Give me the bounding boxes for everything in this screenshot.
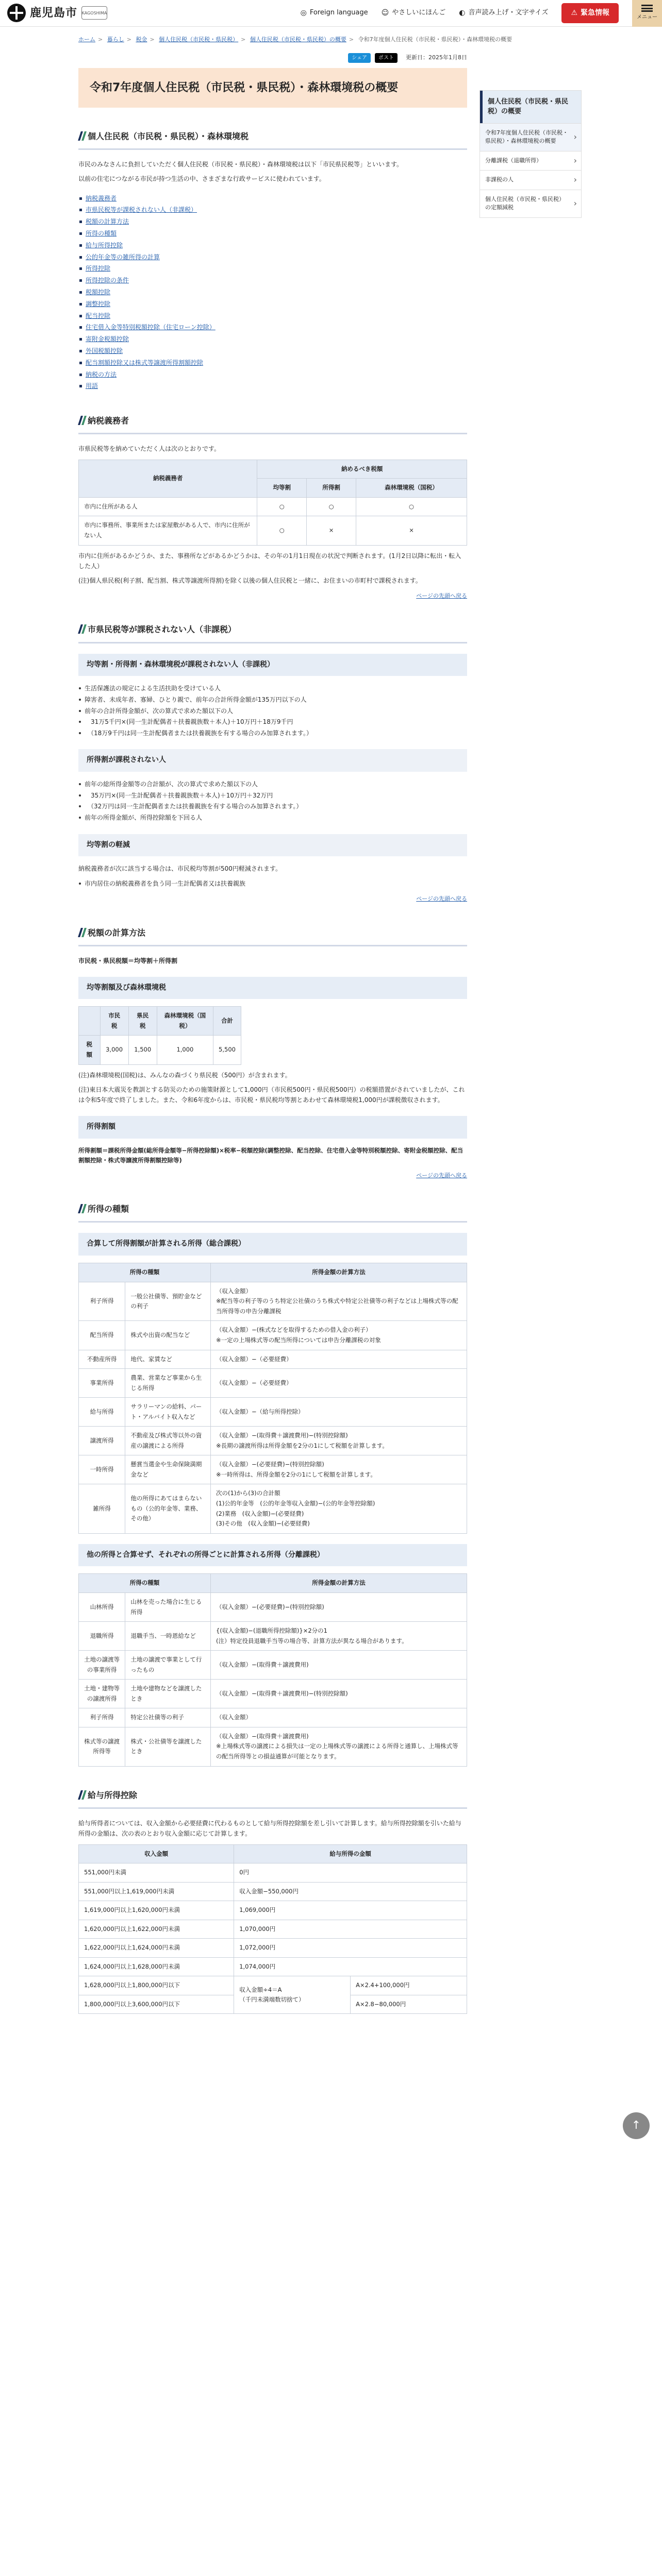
back-to-top-link[interactable]: ページの先頭へ戻る: [416, 1172, 467, 1179]
list-item: 前年の合計所得金額が、次の算式で求めた額以下の人: [78, 706, 467, 717]
nontax-income-list: [78, 779, 467, 823]
toc-item[interactable]: [78, 286, 467, 298]
table-cell: 551,000円以上1,619,000円未満: [79, 1882, 234, 1901]
table-row: [79, 1651, 467, 1680]
section-text: 市県民税等を納めていただく人は次のとおりです。: [78, 445, 221, 453]
table-row: [79, 497, 467, 516]
section-heading: 税額の計算方法: [78, 923, 467, 946]
table-of-contents: [78, 193, 467, 393]
table-header: 所得金額の計算方法: [211, 1574, 467, 1593]
list-item: 障害者、未成年者、寡婦、ひとり親で、前年の合計所得金額が135万円以下の人: [78, 694, 467, 706]
table-cell: （収入金額）−（必要経費）: [211, 1369, 467, 1398]
list-item: 生活保護法の規定による生活扶助を受けている人: [78, 683, 467, 694]
list-item: （18万9千円は同一生計配偶者または扶養親族を有する場合のみ加算されます。）: [78, 728, 467, 739]
table-cell: {(収入金額)−(退職所得控除額)}×2分の1 (注）特定役員退職手当等の場合等、計算方法が異なる場合があります。: [211, 1622, 467, 1651]
breadcrumb-item[interactable]: 暮らし: [107, 36, 124, 43]
income-types-table: [78, 1263, 467, 1533]
table-cell: 1,069,000円: [234, 1901, 467, 1920]
toc-link[interactable]: 税額控除: [86, 289, 111, 296]
share-toolbar: [78, 53, 467, 63]
table-cell: A×2.8−80,000円: [351, 1995, 467, 2014]
toc-link[interactable]: 用語: [86, 382, 98, 390]
table-cell: 利子所得: [79, 1282, 125, 1321]
toc-link[interactable]: 納税義務者: [86, 194, 117, 202]
table-header: 所得の種類: [79, 1263, 211, 1282]
subsection-heading: 合算して所得割額が計算される所得（総合課税）: [78, 1233, 467, 1256]
table-cell: 一時所得: [79, 1455, 125, 1484]
table-cell: 株式等の譲渡所得等: [79, 1727, 125, 1766]
table-cell: 1,620,000円以上1,622,000円未満: [79, 1920, 234, 1939]
table-cell: A×2.4+100,000円: [351, 1976, 467, 1995]
side-nav-title[interactable]: 個人住民税（市民税・県民税）の概要: [480, 91, 581, 123]
table-cell: 特定公社債等の利子: [125, 1708, 211, 1727]
section-text: 納税義務者が次に該当する場合は、市民税均等割が500円軽減されます。: [78, 865, 282, 873]
site-header: [0, 0, 662, 27]
list-item: 市内居住の納税義務者を負う同一生計配偶者又は扶養親族: [78, 878, 467, 890]
toc-link[interactable]: 配当割額控除又は株式等譲渡所得割額控除: [86, 359, 204, 366]
breadcrumb-item[interactable]: ホーム: [78, 36, 95, 43]
side-nav-item[interactable]: 個人住民税（市民税・県民税）の定額減税 ›: [480, 190, 581, 217]
table-cell: 3,000: [100, 1036, 128, 1064]
table-cell: ○: [356, 497, 467, 516]
table-row: [79, 1957, 467, 1976]
toc-item[interactable]: [78, 333, 467, 345]
table-row: [79, 1939, 467, 1958]
table-cell: 山林を売った場合に生じる所得: [125, 1593, 211, 1622]
table-header: 県民税: [128, 1007, 157, 1036]
table-cell: 1,622,000円以上1,624,000円未満: [79, 1939, 234, 1958]
subsection-heading: 均等割の軽減: [78, 834, 467, 857]
smile-icon: ☺: [381, 8, 389, 17]
list-item: 35万円×(同一生計配偶者＋扶養親族数＋本人)＋10万円＋32万円: [78, 790, 467, 802]
toc-item[interactable]: [78, 357, 467, 369]
table-cell: 不動産及び株式等以外の資産の譲渡による所得: [125, 1427, 211, 1455]
toc-item[interactable]: [78, 216, 467, 228]
toc-item[interactable]: [78, 345, 467, 357]
table-row: [79, 1901, 467, 1920]
breadcrumb-current: 令和7年度個人住民税（市民税・県民税）・森林環境税の概要: [358, 36, 512, 43]
table-cell: （収入金額）: [211, 1708, 467, 1727]
table-cell: 利子所得: [79, 1708, 125, 1727]
breadcrumb-item[interactable]: 個人住民税（市民税・県民税）: [159, 36, 239, 43]
toc-link[interactable]: 税額の計算方法: [86, 218, 129, 226]
table-row: [79, 516, 467, 545]
x-post-button[interactable]: ポスト: [375, 53, 398, 63]
table-cell: 給与所得: [79, 1398, 125, 1427]
section-heading: 市県民税等が課税されない人（非課税）: [78, 619, 467, 643]
table-cell: 株式や出資の配当など: [125, 1321, 211, 1350]
taxpayer-table: [78, 460, 467, 546]
table-cell: ○: [257, 497, 307, 516]
table-cell: （収入金額）−(必要経費)−(特別控除額): [211, 1593, 467, 1622]
side-nav-item[interactable]: 分離課税（退職所得） ›: [480, 151, 581, 171]
table-cell: （収入金額）−(取得費＋譲渡費用)−(特別控除額): [211, 1680, 467, 1708]
table-row: [79, 1036, 241, 1064]
toc-item[interactable]: [78, 298, 467, 310]
header-nav: [301, 0, 655, 27]
intro-text: 市民のみなさんに負担していただく個人住民税（市民税・県民税）・森林環境税は以下「市民県民税等」といいます。: [78, 160, 403, 168]
table-row: [79, 1455, 467, 1484]
breadcrumb-item[interactable]: 税金: [136, 36, 147, 43]
table-cell: （収入金額）−(取得費＋譲渡費用) ※上場株式等の譲渡による損失は一定の上場株式等の譲渡による所得と通算し、上場株式等の配当所得等との損益通算が可能となります。: [211, 1727, 467, 1766]
toc-link[interactable]: 給与所得控除: [86, 241, 123, 249]
table-cell: （収入金額）−(取得費＋譲渡費用)−(特別控除額) ※長期の譲渡所得は所得金額を2分の1にして税額を計算します。: [211, 1427, 467, 1455]
toc-item[interactable]: [78, 193, 467, 205]
note-text: (注)森林環境税(国税)は、みんなの森づくり県民税（500円）が含まれます。: [78, 1071, 291, 1079]
subsection-heading: 所得割が課税されない人: [78, 749, 467, 772]
hamburger-icon: [641, 5, 653, 12]
table-row: [79, 1680, 467, 1708]
urgent-info-button[interactable]: ⚠ 緊急情報: [561, 3, 619, 24]
table-row: [79, 1398, 467, 1427]
toc-link[interactable]: 所得控除の条件: [86, 277, 129, 284]
table-header: [79, 1007, 101, 1036]
table-cell: 土地・建物等の譲渡所得: [79, 1680, 125, 1708]
table-header: 所得金額の計算方法: [211, 1263, 467, 1282]
subsection-heading: 他の所得と合算せず、それぞれの所得ごとに計算される所得（分離課税）: [78, 1544, 467, 1567]
toc-item[interactable]: [78, 310, 467, 322]
table-cell: 地代、家賃など: [125, 1350, 211, 1369]
table-cell: 1,624,000円以上1,628,000円未満: [79, 1957, 234, 1976]
table-cell: （収入金額）−(株式などを取得するための借入金の利子） ※一定の上場株式等の配当所得については申告分離課税の対象: [211, 1321, 467, 1350]
section-heading: 所得の種類: [78, 1199, 467, 1223]
toc-link[interactable]: 市県民税等が課税されない人（非課税）: [86, 206, 197, 214]
toc-item[interactable]: [78, 228, 467, 240]
table-cell: 株式・公社債等を譲渡したとき: [125, 1727, 211, 1766]
note-text: (注)東日本大震災を教訓とする防災のための施策財源として1,000円（市民税500円・県民税500円）の税額措置がされていましたが、これは令和5年度で終了しました。また、令和6年度からは、市民税・県民税均等割とあわせて森林環境税1,000円が課税徴収されます。: [78, 1086, 465, 1104]
nontax-list: [78, 683, 467, 739]
table-cell: 551,000円未満: [79, 1863, 234, 1883]
list-item: 前年の総所得金額等の合計額が、次の算式で求めた額以下の人: [78, 779, 467, 790]
arrow-up-icon: ↑: [631, 2119, 641, 2132]
back-to-top-link[interactable]: ページの先頭へ戻る: [416, 895, 467, 903]
table-cell: 1,800,000円以上3,600,000円以下: [79, 1995, 234, 2014]
table-header: 所得割: [307, 479, 356, 498]
alert-icon: ⚠: [571, 8, 577, 17]
table-cell: 土地の譲渡で事業として行ったもの: [125, 1651, 211, 1680]
toc-link[interactable]: 公的年金等の雑所得の計算: [86, 253, 160, 261]
section-heading: 個人住民税（市民税・県民税）・森林環境税: [78, 126, 467, 150]
formula-text: 市民税・県民税額＝均等割＋所得割: [78, 957, 178, 965]
table-cell: （収入金額） ※配当等の利子等のうち特定公社債のうち株式や特定公社債等の利子などは上場株式等の配当所得等の申告分離課税: [211, 1282, 467, 1321]
table-row: [79, 1727, 467, 1766]
table-cell: ○: [307, 497, 356, 516]
table-cell: 事業所得: [79, 1369, 125, 1398]
subsection-heading: 均等割額及び森林環境税: [78, 977, 467, 999]
voice-reading-link[interactable]: ◐ 音声読み上げ・文字サイズ: [459, 7, 548, 20]
foreign-language-link[interactable]: ◎ Foreign language: [301, 7, 368, 20]
facebook-share-button[interactable]: シェア: [348, 53, 371, 63]
speaker-icon: ◐: [459, 8, 466, 17]
toc-link[interactable]: 調整控除: [86, 300, 111, 308]
table-header: 森林環境税（国税）: [157, 1007, 213, 1036]
breadcrumb: ホーム > 暮らし > 税金 > 個人住民税（市民税・県民税） > 個人住民税（市民税・県民税）の概要 > 令和7年度個人住民税（市民税・県民税）・森林環境税の概要: [78, 36, 512, 43]
toc-link[interactable]: 住宅借入金等特別税額控除（住宅ローン控除）: [86, 324, 216, 331]
easy-japanese-link[interactable]: ☺ やさしいにほんご: [382, 7, 446, 20]
toc-link[interactable]: 外国税額控除: [86, 347, 123, 355]
list-item: 31万5千円×(同一生計配偶者＋扶養親族数＋本人)＋10万円＋18万9千円: [78, 717, 467, 728]
table-row: [79, 1593, 467, 1622]
table-cell: 退職所得: [79, 1622, 125, 1651]
page-title: 令和7年度個人住民税（市民税・県民税）・森林環境税の概要: [90, 81, 399, 94]
table-cell: 収入金額−550,000円: [234, 1882, 467, 1901]
table-header: 所得の種類: [79, 1574, 211, 1593]
table-row: [79, 1976, 467, 1995]
section-heading: 給与所得控除: [78, 1785, 467, 1809]
toc-item[interactable]: [78, 275, 467, 286]
table-cell: 不動産所得: [79, 1350, 125, 1369]
table-cell: 退職手当、一時恩給など: [125, 1622, 211, 1651]
table-cell: ○: [257, 516, 307, 545]
table-cell: 懸賞当選金や生命保険満期金など: [125, 1455, 211, 1484]
table-cell: 1,619,000円以上1,620,000円未満: [79, 1901, 234, 1920]
formula-note: 収入金額÷4＝A （千円未満端数切捨て）: [234, 1976, 351, 2014]
toc-link[interactable]: 所得控除: [86, 265, 111, 273]
toc-item[interactable]: [78, 321, 467, 333]
table-header: 納めるべき税額: [257, 460, 467, 479]
scroll-to-top-button[interactable]: [623, 2112, 650, 2139]
table-cell: 0円: [234, 1863, 467, 1883]
table-cell: 土地の譲渡等の事業所得: [79, 1651, 125, 1680]
subsection-heading: 均等割・所得割・森林環境税が課税されない人（非課税）: [78, 654, 467, 676]
table-cell: 一般公社債等、預貯金などの利子: [125, 1282, 211, 1321]
table-cell: （収入金額）−（給与所得控除）: [211, 1398, 467, 1427]
table-cell: 農業、営業など事業から生じる所得: [125, 1369, 211, 1398]
toc-item[interactable]: [78, 204, 467, 216]
table-cell: 次の(1)から(3)の合計額 (1)公的年金等 (公的年金等収入金額)−(公的年金等控除額) (2)業務 (収入金額)−(必要経費) (3)その他 (収入金額)−(必要経費): [211, 1484, 467, 1533]
table-row: [79, 1863, 467, 1883]
table-row: [79, 1321, 467, 1350]
formula-text: 所得割額＝課税所得金額(総所得金額等−所得控除額)×税率−税額控除(調整控除、配当控除、住宅借入金等特別税額控除、寄附金税額控除、配当割額控除・株式等譲渡所得割額控除等): [78, 1146, 464, 1164]
table-cell: ×: [307, 516, 356, 545]
toc-item[interactable]: [78, 263, 467, 275]
table-row: [79, 1484, 467, 1533]
section-text: 給与所得者については、収入金額から必要経費に代わるものとして給与所得控除額を差し引いて計算します。給与所得控除額を引いた給与所得の金額は、次の表のとおり収入金額に応じて計算します。: [78, 1819, 461, 1838]
toc-item[interactable]: [78, 380, 467, 392]
table-cell: 1,000: [157, 1036, 213, 1064]
intro-text-2: 以前の住宅につながる市民が持つ生活の中、さまざまな行政サービスに使われています。: [78, 175, 325, 183]
city-emblem-icon: [7, 4, 26, 22]
logo-sub: KAGOSHIMA: [81, 6, 107, 20]
toc-item[interactable]: [78, 251, 467, 263]
table-cell: 土地や建物などを譲渡したとき: [125, 1680, 211, 1708]
table-cell: 1,628,000円以上1,800,000円以下: [79, 1976, 234, 1995]
table-header: 市民税: [100, 1007, 128, 1036]
table-cell: 譲渡所得: [79, 1427, 125, 1455]
table-cell: 市内に事務所、事業所または家屋敷がある人で、市内に住所がない人: [79, 516, 257, 545]
page-title-box: [78, 68, 467, 108]
breadcrumb-item[interactable]: 個人住民税（市民税・県民税）の概要: [250, 36, 346, 43]
table-cell: 他の所得にあてはまらないもの（公的年金等、業務、その他）: [125, 1484, 211, 1533]
toc-link[interactable]: 納税の方法: [86, 370, 117, 378]
table-row: [79, 1708, 467, 1727]
list-item: 前年の所得金額が、所得控除額を下回る人: [78, 812, 467, 824]
table-cell: （収入金額）−(取得費＋譲渡費用): [211, 1651, 467, 1680]
table-cell: ×: [356, 516, 467, 545]
table-header: 合計: [213, 1007, 241, 1036]
site-logo[interactable]: [7, 4, 107, 23]
table-row: [79, 1622, 467, 1651]
table-header: 納税義務者: [79, 460, 257, 497]
toc-link[interactable]: 寄附金税額控除: [86, 335, 129, 343]
updated-date: 更新日：2025年1月8日: [406, 54, 467, 61]
globe-icon: ◎: [300, 8, 307, 17]
subsection-heading: 所得割額: [78, 1116, 467, 1139]
table-cell: 1,072,000円: [234, 1939, 467, 1958]
table-cell: （収入金額）−(必要経費)−(特別控除額) ※一時所得は、所得金額を2分の1にして税額を計算します。: [211, 1455, 467, 1484]
menu-button[interactable]: メニュー: [632, 0, 662, 27]
side-navigation: [479, 90, 582, 2020]
salary-deduction-table: [78, 1844, 467, 2014]
table-cell: 市内に住所がある人: [79, 497, 257, 516]
table-row: [79, 1920, 467, 1939]
table-header: 給与所得の金額: [234, 1844, 467, 1863]
toc-item[interactable]: [78, 369, 467, 381]
list-item: （32万円は同一生計配偶者または扶養親族を有する場合のみ加算されます。）: [78, 801, 467, 812]
table-cell: 配当所得: [79, 1321, 125, 1350]
table-row: [79, 1350, 467, 1369]
reduction-list: [78, 878, 467, 890]
table-row: [79, 1427, 467, 1455]
table-cell: 5,500: [213, 1036, 241, 1064]
table-cell: 1,074,000円: [234, 1957, 467, 1976]
main-content: [78, 53, 467, 2020]
table-row: [79, 1369, 467, 1398]
table-row: [79, 1882, 467, 1901]
section-heading: 納税義務者: [78, 411, 467, 434]
table-header: 均等割: [257, 479, 307, 498]
table-cell: （収入金額）−（必要経費）: [211, 1350, 467, 1369]
note-text: (注)個人県民税(利子割、配当割、株式等譲渡所得割)を除く以後の個人住民税と一緒に、お住まいの市町村で課税されます。: [78, 577, 422, 585]
per-capita-tax-table: [78, 1006, 241, 1064]
logo-name: 鹿児島市: [30, 6, 78, 20]
side-nav-item[interactable]: 令和7年度個人住民税（市民税・県民税）・森林環境税の概要 ›: [480, 123, 581, 151]
note-text: 市内に住所があるかどうか、また、事務所などがあるかどうかは、その年の1月1日現在の状況で判断されます。(1月2日以降に転出・転入した人）: [78, 552, 461, 570]
back-to-top-link[interactable]: ページの先頭へ戻る: [416, 592, 467, 599]
table-header: 収入金額: [79, 1844, 234, 1863]
table-cell: 1,070,000円: [234, 1920, 467, 1939]
separate-income-table: [78, 1573, 467, 1766]
table-cell: 1,500: [128, 1036, 157, 1064]
toc-link[interactable]: 所得の種類: [86, 230, 117, 238]
table-row: [79, 1282, 467, 1321]
toc-item[interactable]: [78, 240, 467, 251]
toc-link[interactable]: 配当控除: [86, 312, 111, 319]
table-header: 森林環境税（国税）: [356, 479, 467, 498]
table-cell: 山林所得: [79, 1593, 125, 1622]
row-header: 税額: [79, 1036, 101, 1064]
table-cell: 雑所得: [79, 1484, 125, 1533]
table-cell: サラリーマンの給料、パート・アルバイト収入など: [125, 1398, 211, 1427]
side-nav-item[interactable]: 非課税の人 ›: [480, 170, 581, 190]
